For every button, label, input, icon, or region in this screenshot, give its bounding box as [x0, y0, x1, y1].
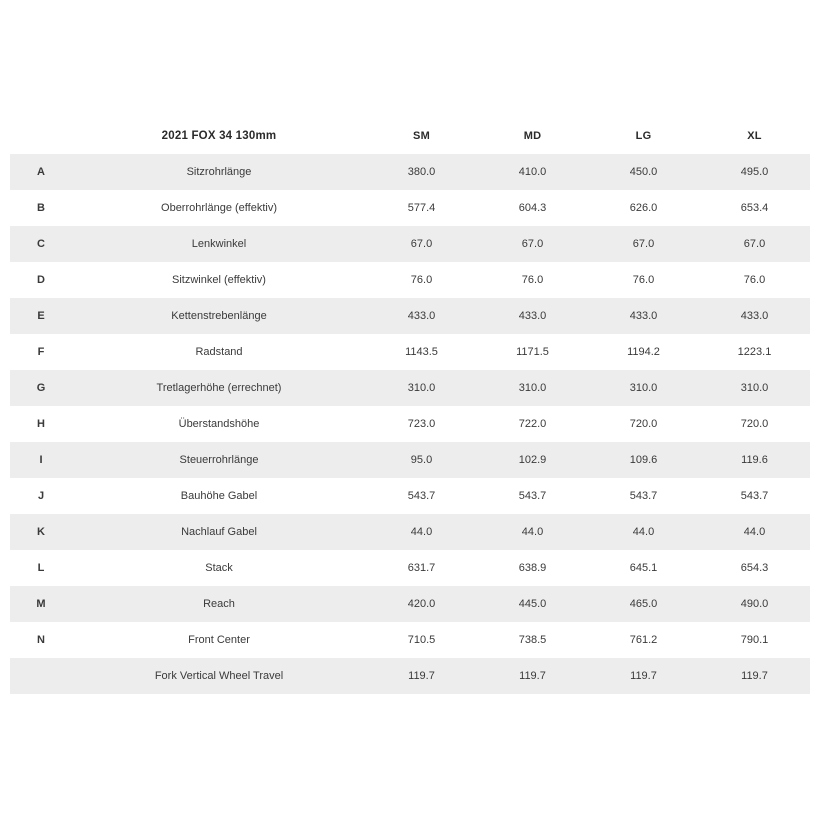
row-letter: M: [10, 586, 72, 622]
row-value-sm: 76.0: [366, 262, 477, 298]
row-value-lg: 450.0: [588, 154, 699, 190]
row-label: Sitzwinkel (effektiv): [72, 262, 366, 298]
row-letter: J: [10, 478, 72, 514]
row-value-md: 738.5: [477, 622, 588, 658]
row-label: Tretlagerhöhe (errechnet): [72, 370, 366, 406]
row-value-md: 67.0: [477, 226, 588, 262]
row-value-md: 76.0: [477, 262, 588, 298]
row-value-sm: 67.0: [366, 226, 477, 262]
row-letter: A: [10, 154, 72, 190]
row-value-xl: 790.1: [699, 622, 810, 658]
row-label: Radstand: [72, 334, 366, 370]
row-letter: E: [10, 298, 72, 334]
table-row: [10, 370, 810, 406]
row-label: Fork Vertical Wheel Travel: [72, 658, 366, 694]
geometry-table: [10, 120, 810, 694]
column-header-size-xl: XL: [699, 120, 810, 154]
row-value-md: 310.0: [477, 370, 588, 406]
column-header-model: 2021 FOX 34 130mm: [72, 120, 366, 154]
row-letter: N: [10, 622, 72, 658]
row-value-xl: 119.6: [699, 442, 810, 478]
row-label: Stack: [72, 550, 366, 586]
row-value-md: 604.3: [477, 190, 588, 226]
row-value-lg: 465.0: [588, 586, 699, 622]
row-value-xl: 653.4: [699, 190, 810, 226]
row-value-md: 445.0: [477, 586, 588, 622]
table-header-row: [10, 120, 810, 154]
row-letter: [10, 658, 72, 694]
row-value-md: 1171.5: [477, 334, 588, 370]
row-value-xl: 67.0: [699, 226, 810, 262]
row-value-lg: 626.0: [588, 190, 699, 226]
row-label: Sitzrohrlänge: [72, 154, 366, 190]
row-value-lg: 310.0: [588, 370, 699, 406]
table-row: [10, 262, 810, 298]
row-value-sm: 380.0: [366, 154, 477, 190]
row-value-xl: 119.7: [699, 658, 810, 694]
table-row: [10, 658, 810, 694]
table-row: [10, 226, 810, 262]
row-value-xl: 44.0: [699, 514, 810, 550]
row-letter: G: [10, 370, 72, 406]
table-row: [10, 622, 810, 658]
row-value-lg: 119.7: [588, 658, 699, 694]
row-value-lg: 109.6: [588, 442, 699, 478]
row-value-lg: 720.0: [588, 406, 699, 442]
column-header-size-md: MD: [477, 120, 588, 154]
row-label: Oberrohrlänge (effektiv): [72, 190, 366, 226]
row-value-sm: 420.0: [366, 586, 477, 622]
row-value-sm: 95.0: [366, 442, 477, 478]
geometry-table-container: [10, 120, 810, 694]
table-header: [10, 120, 810, 154]
column-header-size-sm: SM: [366, 120, 477, 154]
row-value-md: 44.0: [477, 514, 588, 550]
column-header-size-lg: LG: [588, 120, 699, 154]
row-value-md: 410.0: [477, 154, 588, 190]
row-value-md: 433.0: [477, 298, 588, 334]
row-value-sm: 310.0: [366, 370, 477, 406]
table-row: [10, 334, 810, 370]
table-body: [10, 154, 810, 694]
row-letter: I: [10, 442, 72, 478]
row-value-xl: 654.3: [699, 550, 810, 586]
row-value-sm: 433.0: [366, 298, 477, 334]
row-letter: K: [10, 514, 72, 550]
row-value-xl: 433.0: [699, 298, 810, 334]
row-value-sm: 44.0: [366, 514, 477, 550]
row-value-xl: 76.0: [699, 262, 810, 298]
row-value-lg: 543.7: [588, 478, 699, 514]
row-label: Reach: [72, 586, 366, 622]
row-letter: F: [10, 334, 72, 370]
row-value-sm: 543.7: [366, 478, 477, 514]
row-value-sm: 710.5: [366, 622, 477, 658]
row-value-sm: 1143.5: [366, 334, 477, 370]
row-value-lg: 433.0: [588, 298, 699, 334]
row-value-sm: 119.7: [366, 658, 477, 694]
row-value-lg: 67.0: [588, 226, 699, 262]
row-value-xl: 720.0: [699, 406, 810, 442]
row-value-xl: 543.7: [699, 478, 810, 514]
row-letter: B: [10, 190, 72, 226]
row-value-md: 102.9: [477, 442, 588, 478]
column-header-letter: [10, 120, 72, 154]
table-row: [10, 190, 810, 226]
table-row: [10, 298, 810, 334]
row-value-md: 722.0: [477, 406, 588, 442]
row-value-sm: 631.7: [366, 550, 477, 586]
row-letter: H: [10, 406, 72, 442]
row-value-xl: 495.0: [699, 154, 810, 190]
row-label: Kettenstrebenlänge: [72, 298, 366, 334]
row-value-xl: 490.0: [699, 586, 810, 622]
row-value-lg: 761.2: [588, 622, 699, 658]
row-value-lg: 645.1: [588, 550, 699, 586]
row-label: Steuerrohrlänge: [72, 442, 366, 478]
table-row: [10, 550, 810, 586]
row-value-md: 543.7: [477, 478, 588, 514]
row-value-md: 638.9: [477, 550, 588, 586]
row-label: Nachlauf Gabel: [72, 514, 366, 550]
row-label: Lenkwinkel: [72, 226, 366, 262]
row-label: Front Center: [72, 622, 366, 658]
row-value-lg: 1194.2: [588, 334, 699, 370]
table-row: [10, 406, 810, 442]
row-value-xl: 310.0: [699, 370, 810, 406]
table-row: [10, 586, 810, 622]
row-value-xl: 1223.1: [699, 334, 810, 370]
row-label: Überstandshöhe: [72, 406, 366, 442]
row-value-sm: 723.0: [366, 406, 477, 442]
row-letter: C: [10, 226, 72, 262]
row-value-sm: 577.4: [366, 190, 477, 226]
table-row: [10, 154, 810, 190]
row-letter: L: [10, 550, 72, 586]
table-row: [10, 442, 810, 478]
table-row: [10, 514, 810, 550]
row-label: Bauhöhe Gabel: [72, 478, 366, 514]
row-value-lg: 44.0: [588, 514, 699, 550]
row-value-md: 119.7: [477, 658, 588, 694]
row-value-lg: 76.0: [588, 262, 699, 298]
table-row: [10, 478, 810, 514]
row-letter: D: [10, 262, 72, 298]
